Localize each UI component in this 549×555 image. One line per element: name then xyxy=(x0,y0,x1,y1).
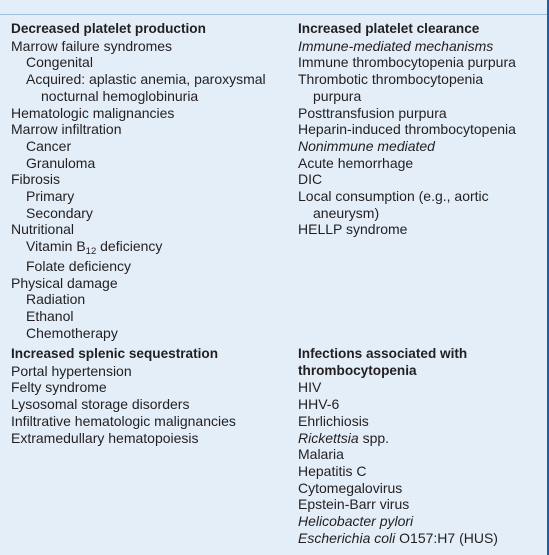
table-top-divider xyxy=(0,14,549,15)
list-item: HELLP syndrome xyxy=(298,221,408,238)
section-heading: Decreased platelet production xyxy=(11,21,206,36)
list-item: Immune-mediated mechanisms xyxy=(298,37,494,54)
list-item: Folate deficiency xyxy=(26,257,132,274)
list-item: Marrow failure syndromes xyxy=(11,37,173,54)
list-item: Posttransfusion purpura xyxy=(298,104,447,121)
section-heading: thrombocytopenia xyxy=(298,362,417,378)
list-item-text: O157:H7 (HUS) xyxy=(395,529,498,546)
list-item: Physical damage xyxy=(11,274,118,291)
list-item: Malaria xyxy=(298,446,344,463)
list-item: purpura xyxy=(313,87,362,104)
list-item: nocturnal hemoglobinuria xyxy=(41,87,199,104)
list-item: Primary xyxy=(26,188,75,205)
list-item-text: spp. xyxy=(358,429,390,446)
list-item: Hepatitis C xyxy=(298,462,367,479)
list-item: Secondary xyxy=(26,204,93,221)
list-item: aneurysm) xyxy=(313,204,380,221)
list-item: Portal hypertension xyxy=(11,362,132,379)
list-item: Cytomegalovirus xyxy=(298,479,403,496)
list-item: HHV-6 xyxy=(298,396,340,413)
list-item: Felty syndrome xyxy=(11,379,107,396)
list-item: Nutritional xyxy=(11,221,75,238)
list-item: Thrombotic thrombocytopenia xyxy=(298,71,484,88)
list-item: Extramedullary hematopoiesis xyxy=(11,429,199,446)
list-item: HIV xyxy=(298,379,322,396)
list-item: Immune thrombocytopenia purpura xyxy=(298,54,516,71)
section-increased-clearance xyxy=(298,21,516,238)
list-item: Nonimmune mediated xyxy=(298,137,435,154)
list-item xyxy=(298,430,498,447)
list-item-text: Vitamin B xyxy=(26,238,86,255)
section-heading: Infections associated with xyxy=(298,346,468,361)
list-item: Marrow infiltration xyxy=(11,121,122,138)
list-item: Local consumption (e.g., aortic xyxy=(298,188,489,205)
list-item: Radiation xyxy=(26,291,86,308)
list-item: Congenital xyxy=(26,54,93,71)
subscript: 12 xyxy=(85,246,97,258)
section-heading: Increased platelet clearance xyxy=(298,21,480,36)
section-decreased-production xyxy=(11,21,266,341)
organism-name: Escherichia coli xyxy=(298,529,396,546)
list-item: DIC xyxy=(298,171,323,188)
list-item: Cancer xyxy=(26,137,72,154)
list-item: Hematologic malignancies xyxy=(11,104,175,121)
list-item xyxy=(298,530,498,547)
list-item-vitamin-b12 xyxy=(11,238,266,258)
list-item: Granuloma xyxy=(26,154,96,171)
list-item: Ehrlichiosis xyxy=(298,412,369,429)
organism-name: Rickettsia xyxy=(298,429,359,446)
list-item: Fibrosis xyxy=(11,171,61,188)
section-splenic-sequestration xyxy=(11,346,236,446)
section-infections xyxy=(298,346,498,546)
list-item: Infiltrative hematologic malignancies xyxy=(11,412,236,429)
section-heading: Increased splenic sequestration xyxy=(11,346,219,361)
list-item: Acute hemorrhage xyxy=(298,154,414,171)
table-top-bar xyxy=(0,0,549,15)
list-item: Lysosomal storage disorders xyxy=(11,396,190,413)
list-item: Heparin-induced thrombocytopenia xyxy=(298,121,516,138)
list-item: Acquired: aplastic anemia, paroxysmal xyxy=(26,71,266,88)
list-item: Ethanol xyxy=(26,307,74,324)
list-item-text: deficiency xyxy=(96,238,163,255)
list-item xyxy=(298,513,498,530)
list-item: Epstein-Barr virus xyxy=(298,496,410,513)
list-item: Chemotherapy xyxy=(26,324,118,341)
organism-name: Helicobacter pylori xyxy=(298,513,414,530)
